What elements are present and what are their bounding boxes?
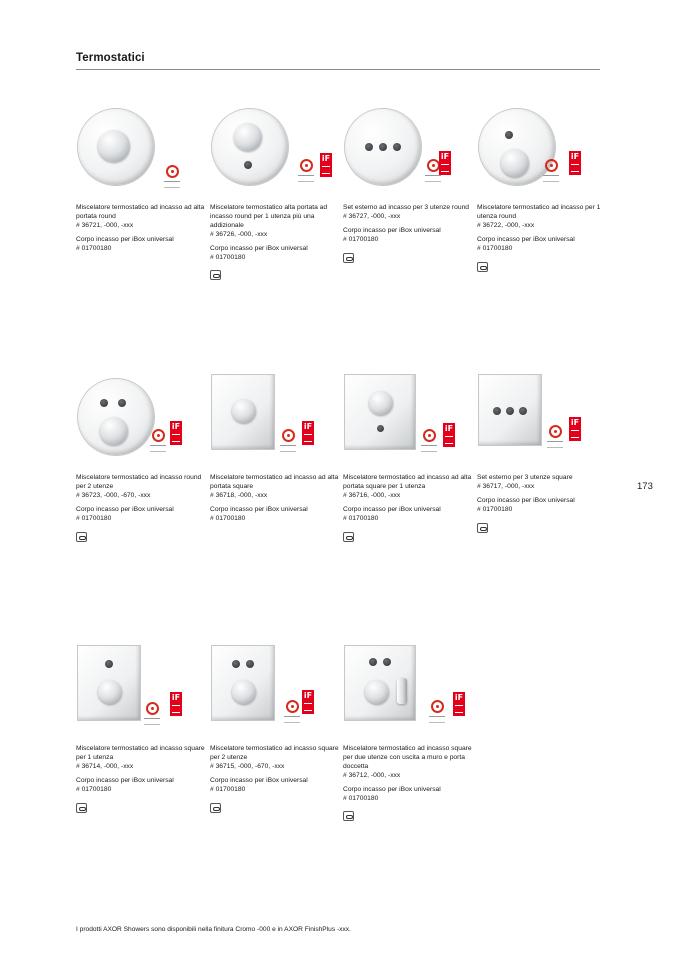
if-design-award-icon: iF [569,151,581,175]
product-description: Set esterno ad incasso per 3 utenze round [343,204,470,211]
reddot-award-icon [286,700,299,713]
product-image [210,373,340,465]
product-description: Miscelatore termostatico ad incasso square per due utenze con uscita a muro e porta doccetta [343,745,472,770]
reddot-award-icon [423,429,436,442]
square-plate [345,646,415,720]
push-button [369,658,377,666]
product-code: # 36714, -000, -xxx [76,762,134,770]
product-code: # 36718, -000, -xxx [210,491,268,499]
product-description: Miscelatore termostatico ad incasso square per 2 utenze [210,745,339,761]
product-code: # 36727, -000, -xxx [343,212,401,220]
product-image [76,373,206,465]
product-code: # 36716, -000, -xxx [343,491,401,499]
if-design-award-icon: iF [443,423,455,447]
section-title: Termostatici [76,52,145,64]
product-description: Miscelatore termostatico ad incasso round per 2 utenze [76,474,202,490]
product-description: Set esterno per 3 utenze square [477,474,573,481]
ibox-icon [477,262,488,272]
award-caption [421,445,437,452]
body-code: # 01700180 [76,244,112,252]
ibox-icon [76,803,87,813]
body-label: Corpo incasso per iBox universal [76,505,174,513]
if-design-award-icon: iF [170,421,182,445]
product-code: # 36712, -000, -xxx [343,771,401,779]
body-code: # 01700180 [343,794,379,802]
page-number: 173 [637,481,653,492]
product-description: Miscelatore termostatico ad incasso per 1 utenza round [477,204,601,220]
ibox-icon [210,803,221,813]
square-plate [212,646,274,720]
body-label: Corpo incasso per iBox universal [343,505,441,513]
round-plate [78,379,154,455]
ibox-icon [343,253,354,263]
product-card [76,103,206,254]
push-button [493,407,501,415]
ibox-icon [210,270,221,280]
if-design-award-icon: iF [439,151,451,175]
award-caption [425,175,441,182]
push-button [505,131,513,139]
product-description: Miscelatore termostatico ad incasso ad alta portata square per 1 utenza [343,474,472,490]
push-button [244,161,252,169]
reddot-award-icon [166,165,179,178]
body-label: Corpo incasso per iBox universal [343,785,441,793]
award-caption [150,445,166,452]
product-description: Miscelatore termostatico ad incasso square per 1 utenza [76,745,205,761]
thermostat-knob [501,149,529,177]
body-label: Corpo incasso per iBox universal [477,496,575,504]
body-label: Corpo incasso per iBox universal [210,776,308,784]
body-code: # 01700180 [76,514,112,522]
product-image [477,373,607,465]
product-description: Miscelatore termostatico alta portata ad incasso round per 1 utenza più una addizionale [210,204,328,229]
body-code: # 01700180 [343,235,379,243]
reddot-award-icon [146,702,159,715]
shower-holder [397,678,407,704]
thermostat-knob [232,680,256,704]
body-code: # 01700180 [210,785,246,793]
body-label: Corpo incasso per iBox universal [76,235,174,243]
ibox-icon [76,532,87,542]
if-design-award-icon: iF [320,153,332,177]
product-image [210,103,340,195]
award-caption [298,175,314,182]
section-divider [76,69,600,70]
product-code: # 36721, -000, -xxx [76,221,134,229]
body-label: Corpo incasso per iBox universal [477,235,575,243]
product-card [343,373,473,542]
reddot-award-icon [549,425,562,438]
product-image [477,103,607,195]
push-button [383,658,391,666]
push-button [232,660,240,668]
award-caption [144,718,160,725]
push-button [506,407,514,415]
round-plate [345,109,421,185]
ibox-icon [343,532,354,542]
push-button [393,143,401,151]
push-button [365,143,373,151]
thermostat-knob [232,399,256,423]
push-button [379,143,387,151]
product-code: # 36717, -000, -xxx [477,482,535,490]
square-plate [479,375,541,445]
ibox-icon [343,811,354,821]
square-plate [78,646,140,720]
product-image [343,644,473,736]
product-code: # 36715, -000, -670, -xxx [210,762,285,770]
award-caption [284,716,300,723]
product-description: Miscelatore termostatico ad incasso ad alta portata round [76,204,205,220]
product-card [210,644,340,813]
footnote: I prodotti AXOR Showers sono disponibili nella finitura Cromo -000 e in AXOR FinishPlus -xxx. [76,926,351,933]
round-plate [479,109,555,185]
push-button [519,407,527,415]
reddot-award-icon [431,700,444,713]
body-code: # 01700180 [343,514,379,522]
product-code: # 36726, -000, -xxx [210,230,268,238]
body-code: # 01700180 [76,785,112,793]
ibox-icon [477,523,488,533]
body-code: # 01700180 [477,505,513,513]
thermostat-knob [369,391,393,415]
push-button [118,399,126,407]
if-design-award-icon: iF [170,692,182,716]
product-card [477,373,607,533]
body-label: Corpo incasso per iBox universal [76,776,174,784]
body-label: Corpo incasso per iBox universal [210,505,308,513]
product-image [76,103,206,195]
award-caption [429,716,445,723]
award-caption [547,441,563,448]
reddot-award-icon [300,159,313,172]
thermostat-knob [234,123,262,151]
round-plate [78,109,154,185]
product-card [343,103,473,263]
square-plate [212,375,274,449]
thermostat-knob [98,130,130,162]
if-design-award-icon: iF [453,692,465,716]
square-plate [345,375,415,449]
thermostat-knob [100,417,128,445]
if-design-award-icon: iF [302,690,314,714]
product-code: # 36722, -000, -xxx [477,221,535,229]
thermostat-knob [98,680,122,704]
if-design-award-icon: iF [302,421,314,445]
product-card [210,103,340,280]
thermostat-knob [365,680,389,704]
product-image [76,644,206,736]
product-image [210,644,340,736]
product-description: Miscelatore termostatico ad incasso ad alta portata square [210,474,339,490]
reddot-award-icon [545,159,558,172]
round-plate [212,109,288,185]
body-label: Corpo incasso per iBox universal [343,226,441,234]
product-card [76,373,206,542]
reddot-award-icon [152,429,165,442]
product-card [477,103,607,272]
product-image [343,103,473,195]
product-image [343,373,473,465]
push-button [246,660,254,668]
push-button [105,660,113,668]
push-button [377,425,384,432]
body-code: # 01700180 [477,244,513,252]
reddot-award-icon [282,429,295,442]
product-code: # 36723, -000, -670, -xxx [76,491,151,499]
if-design-award-icon: iF [569,417,581,441]
body-label: Corpo incasso per iBox universal [210,244,308,252]
push-button [100,399,108,407]
body-code: # 01700180 [210,514,246,522]
award-caption [164,181,180,188]
body-code: # 01700180 [210,253,246,261]
product-card [343,644,473,821]
award-caption [280,445,296,452]
product-card [76,644,206,813]
product-card [210,373,340,524]
award-caption [543,175,559,182]
